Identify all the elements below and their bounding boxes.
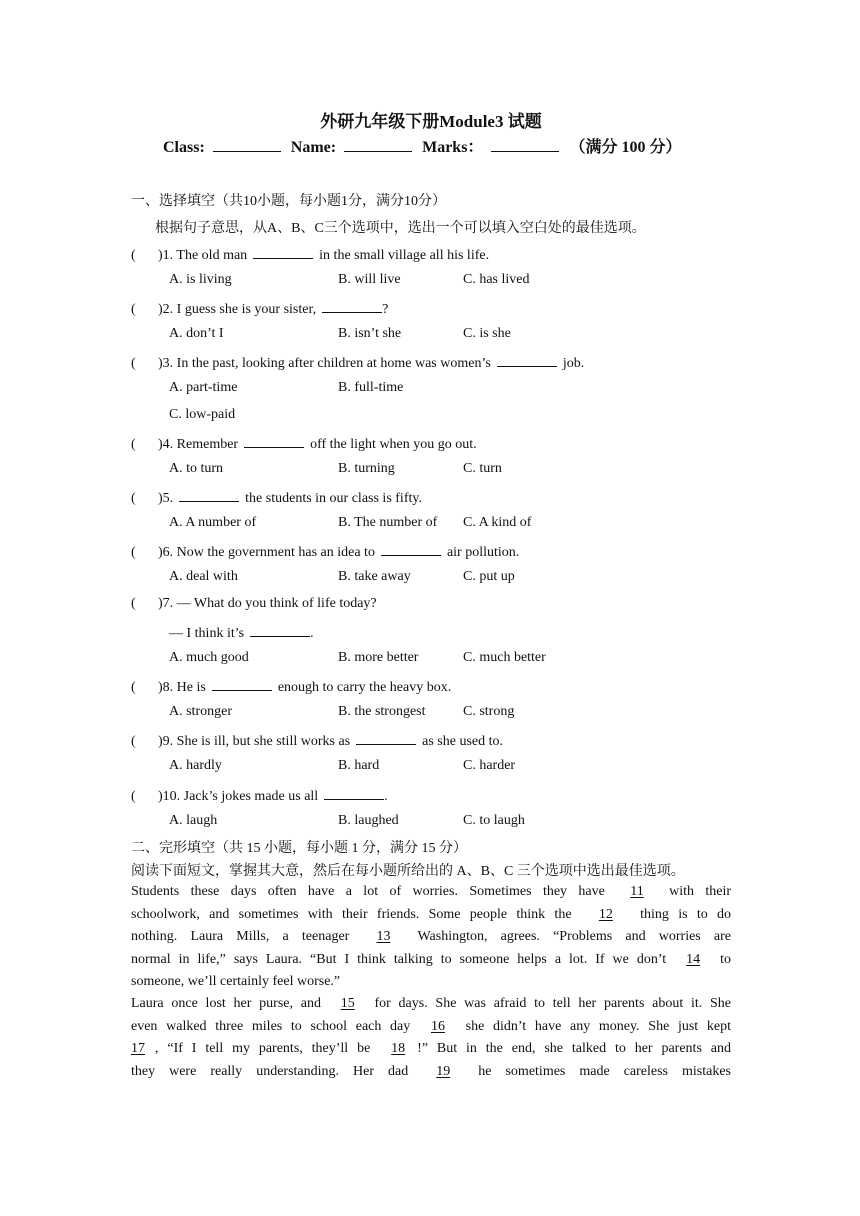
answer-paren[interactable]: ( <box>131 789 136 804</box>
option-a: A. hardly <box>169 758 222 773</box>
answer-paren[interactable]: ( <box>131 491 136 506</box>
question-6: ( )6. Now the government has an idea to air pollution. <box>131 542 519 561</box>
option-a: A. to turn <box>169 461 224 476</box>
question-4: ( )4. Remember off the light when you go out. <box>131 434 477 453</box>
option-a: A. A number of <box>169 515 257 530</box>
question-3: ( )3. In the past, looking after children at home was women’s job. <box>131 353 584 372</box>
cloze-blank-15[interactable]: 15 <box>340 996 355 1011</box>
question-blank <box>250 623 310 637</box>
text-line: Students these days often have a lot of worries. Sometimes they have 11 with their <box>131 881 731 904</box>
option-c: C. to laugh <box>463 813 525 828</box>
option-c: C. low-paid <box>169 407 236 422</box>
option-b: B. The number of <box>338 515 438 530</box>
option-a: A. stronger <box>169 704 232 719</box>
section2-heading: 二、完形填空（共 15 小题，每小题 1 分，满分 15 分） <box>131 841 467 856</box>
answer-paren[interactable]: ( <box>131 596 136 611</box>
option-a: A. is living <box>169 272 232 287</box>
text-line: 17 , “If I tell my parents, they’ll be 18 !” But in the end, she talked to her parents and <box>131 1038 731 1061</box>
section1-heading: 一、选择填空（共10小题，每小题1分，满分10分） <box>131 194 446 209</box>
option-c: C. A kind of <box>463 515 532 530</box>
question-blank <box>212 677 272 691</box>
question-1: ( )1. The old man in the small village all his life. <box>131 245 489 264</box>
option-b: B. take away <box>338 569 411 584</box>
option-b: B. will live <box>338 272 401 287</box>
question-7: ( )7. — What do you think of life today? <box>131 596 377 611</box>
cloze-blank-14[interactable]: 14 <box>686 951 701 967</box>
option-b: B. laughed <box>338 813 399 828</box>
cloze-blank-18[interactable]: 18 <box>391 1041 406 1056</box>
option-a: A. part-time <box>169 380 238 395</box>
question-blank <box>244 434 304 448</box>
answer-paren[interactable]: ( <box>131 356 136 371</box>
question-9: ( )9. She is ill, but she still works as as she used to. <box>131 731 503 750</box>
question-5: ( )5. the students in our class is fifty. <box>131 488 422 507</box>
option-c: C. put up <box>463 569 515 584</box>
question-2: ( )2. I guess she is your sister, ? <box>131 299 388 318</box>
student-info-line <box>163 134 681 157</box>
text-line: Laura once lost her purse, and 15 for days. She was afraid to tell her parents about it. She <box>131 993 731 1016</box>
question-8: ( )8. He is enough to carry the heavy box. <box>131 677 451 696</box>
option-c: C. turn <box>463 461 502 476</box>
question-blank <box>322 299 382 313</box>
text-line: nothing. Laura Mills, a teenager 13 Washington, agrees. “Problems and worries are <box>131 926 731 949</box>
answer-paren[interactable]: ( <box>131 680 136 695</box>
question-blank <box>497 353 557 367</box>
question-10: ( )10. Jack’s jokes made us all . <box>131 786 388 805</box>
cloze-blank-13[interactable]: 13 <box>376 929 391 944</box>
class-label: Class: <box>163 139 205 156</box>
cloze-blank-17[interactable]: 17 <box>131 1041 145 1056</box>
question-blank <box>381 542 441 556</box>
option-b: B. turning <box>338 461 395 476</box>
question-blank <box>356 731 416 745</box>
option-c: C. harder <box>463 758 516 773</box>
text-line: even walked three miles to school each day 16 she didn’t have any money. She just kept <box>131 1016 731 1039</box>
cloze-blank-19[interactable]: 19 <box>436 1063 451 1079</box>
question-blank <box>253 245 313 259</box>
text-line: someone, we’ll certainly feel worse.” <box>131 974 341 989</box>
answer-paren[interactable]: ( <box>131 248 136 263</box>
full-score-note: （满分 100 分） <box>569 139 682 156</box>
marks-blank[interactable] <box>491 137 559 152</box>
name-label: Name: <box>290 139 337 156</box>
answer-paren[interactable]: ( <box>131 734 136 749</box>
marks-label: Marks： <box>422 139 484 156</box>
cloze-paragraph-2 <box>131 993 731 1083</box>
cloze-blank-16[interactable]: 16 <box>430 1018 445 1034</box>
option-a: A. much good <box>169 650 249 665</box>
class-blank[interactable] <box>213 137 281 152</box>
section1-instruction: 根据句子意思，从A、B、C三个选项中，选出一个可以填入空白处的最佳选项。 <box>155 221 646 236</box>
option-c: C. is she <box>463 326 511 341</box>
option-b: B. more better <box>338 650 419 665</box>
option-a: A. deal with <box>169 569 238 584</box>
question-blank <box>324 786 384 800</box>
option-b: B. the strongest <box>338 704 426 719</box>
answer-paren[interactable]: ( <box>131 545 136 560</box>
cloze-paragraph-1 <box>131 881 731 994</box>
option-c: C. much better <box>463 650 546 665</box>
option-c: C. has lived <box>463 272 530 287</box>
answer-paren[interactable]: ( <box>131 302 136 317</box>
text-line: they were really understanding. Her dad 19 he sometimes made careless mistakes <box>131 1061 731 1084</box>
answer-paren[interactable]: ( <box>131 437 136 452</box>
option-a: A. laugh <box>169 813 218 828</box>
question-blank <box>179 488 239 502</box>
cloze-blank-12[interactable]: 12 <box>598 906 613 922</box>
option-c: C. strong <box>463 704 515 719</box>
option-a: A. don’t I <box>169 326 224 341</box>
name-blank[interactable] <box>344 137 412 152</box>
question-7-line2: — I think it’s . <box>169 623 314 642</box>
text-line: schoolwork, and sometimes with their friends. Some people think the 12 thing is to do <box>131 904 731 927</box>
text-line: normal in life,” says Laura. “But I think talking to someone helps a lot. If we don’t 14 to <box>131 949 731 972</box>
cloze-blank-11[interactable]: 11 <box>630 884 644 899</box>
section2-instruction: 阅读下面短文，掌握其大意，然后在每小题所给出的 A、B、C 三个选项中选出最佳选项。 <box>131 864 685 879</box>
option-b: B. full-time <box>338 380 404 395</box>
option-b: B. hard <box>338 758 380 773</box>
page-title: 外研九年级下册Module3 试题 <box>320 112 542 131</box>
option-b: B. isn’t she <box>338 326 402 341</box>
